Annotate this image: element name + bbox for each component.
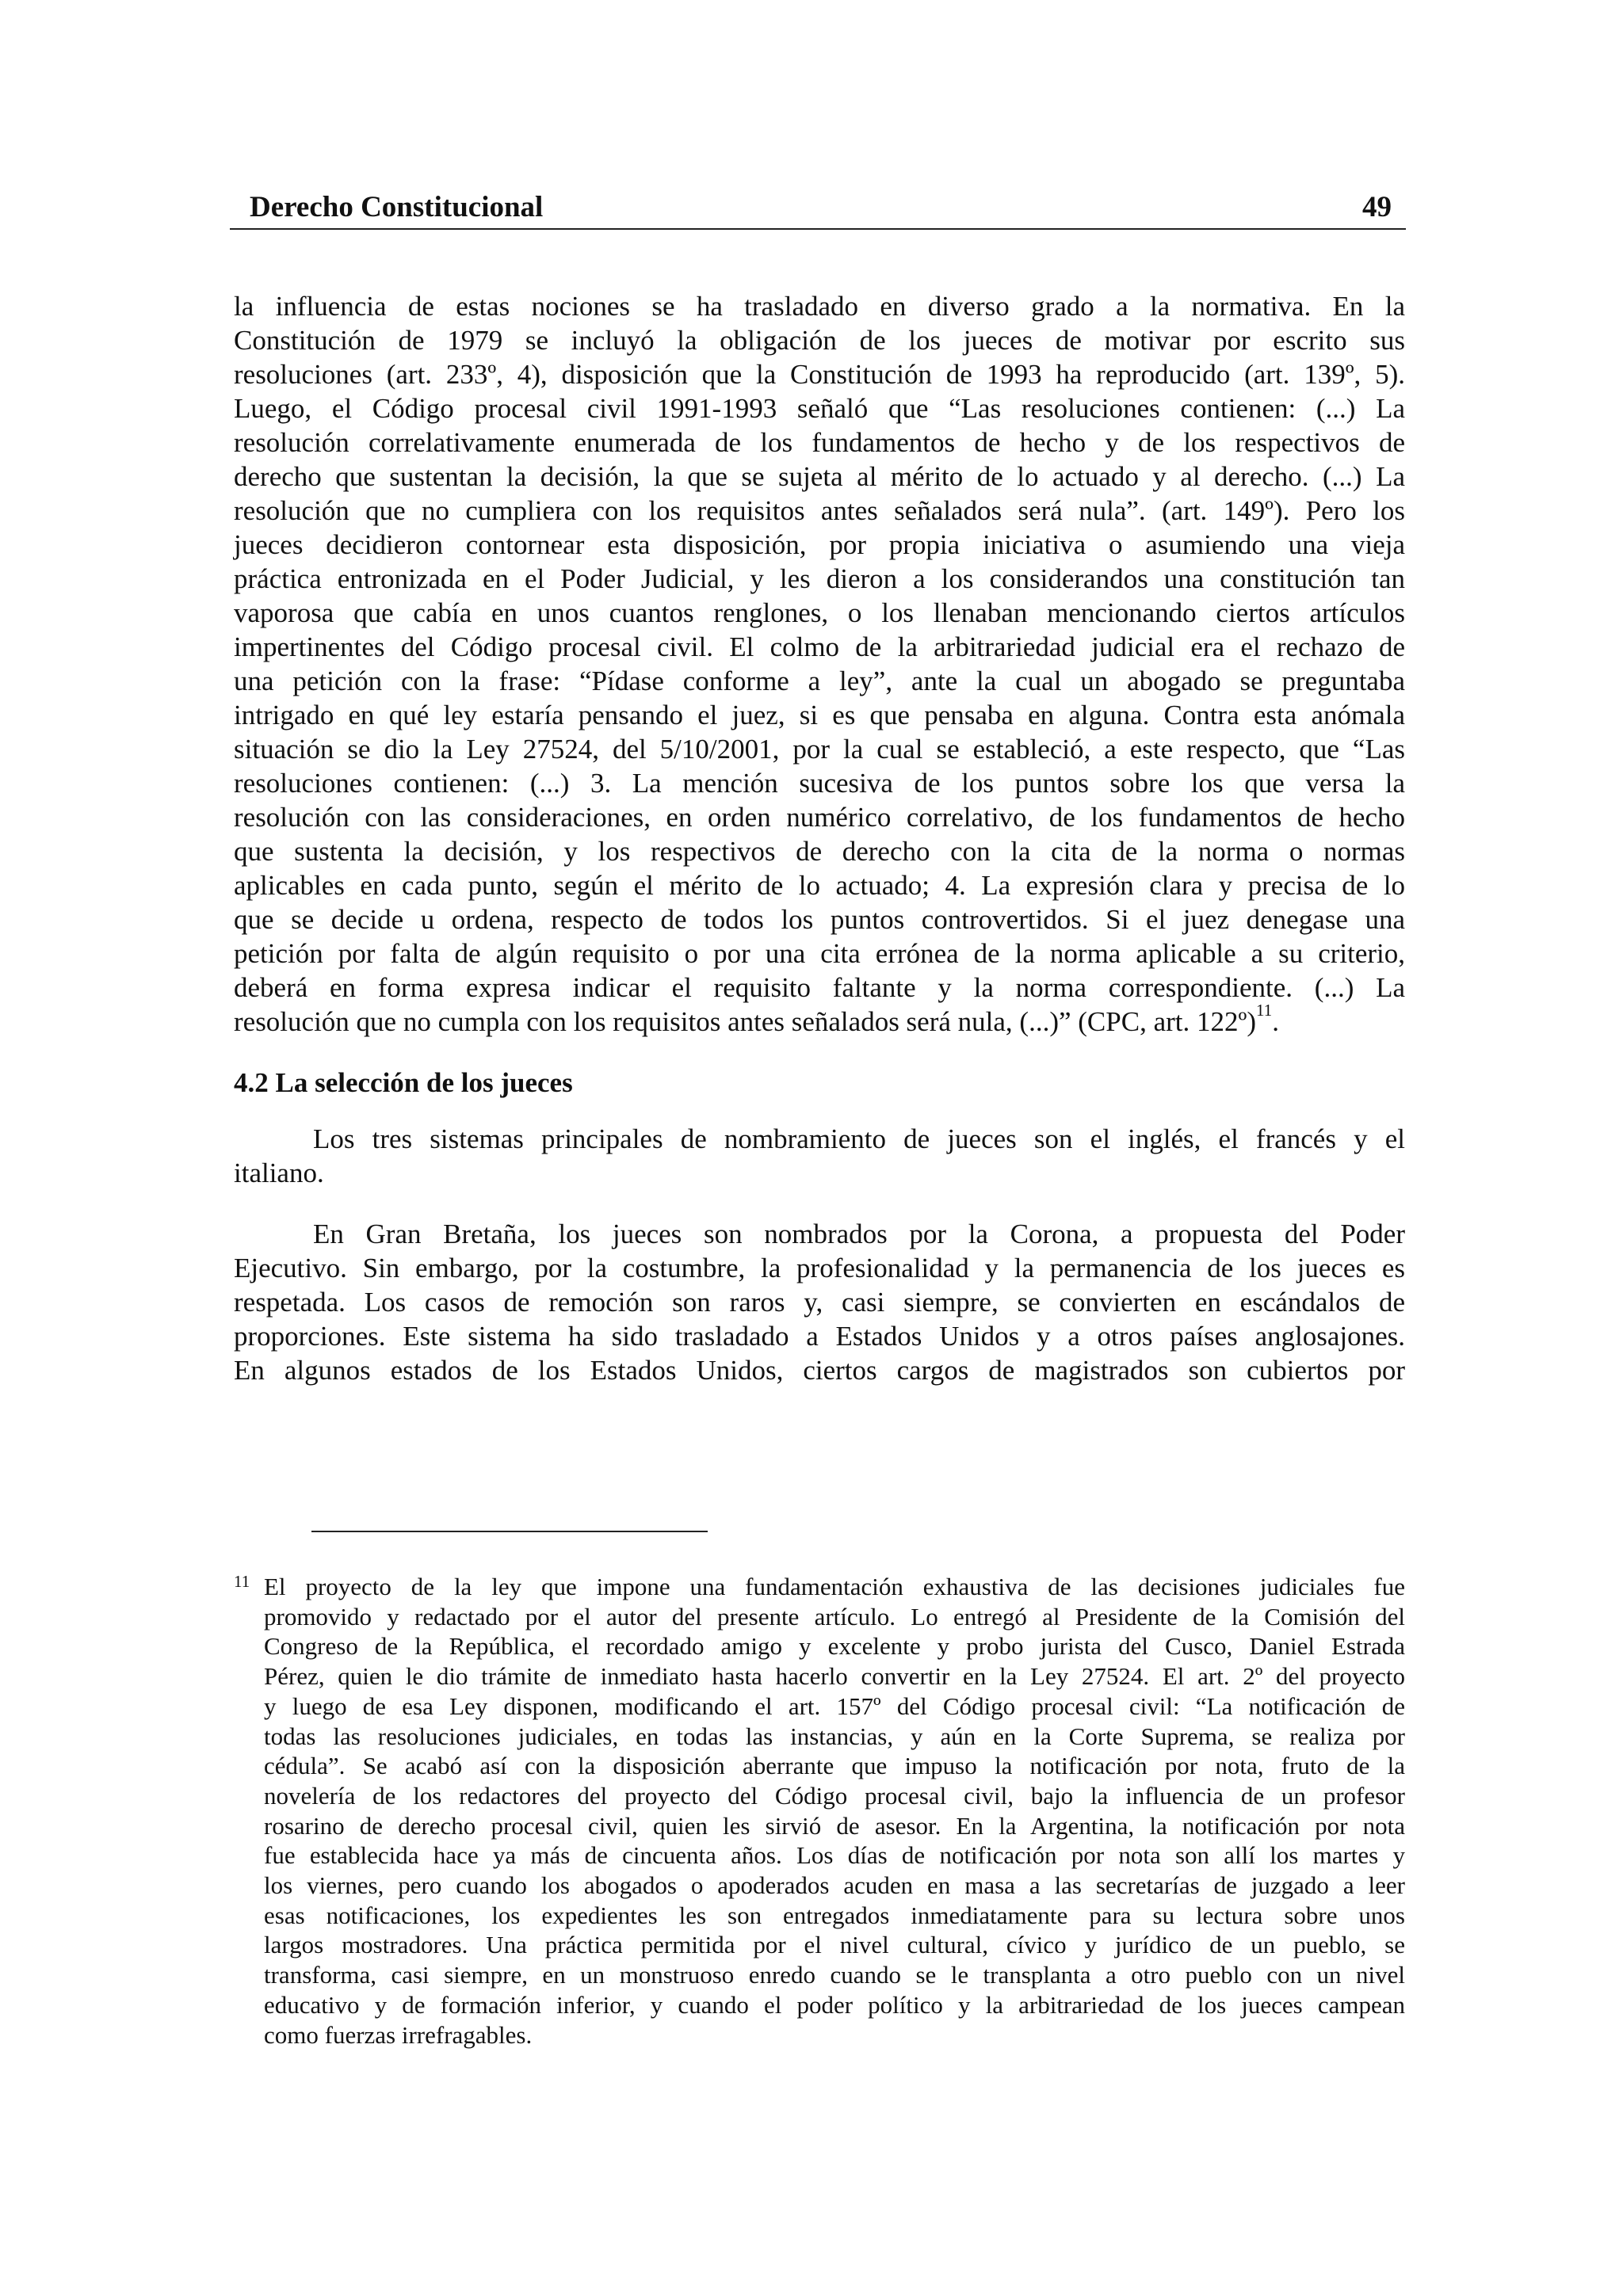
text-line: rosarino de derecho procesal civil, quien les sirvió de asesor. En la Argentina, la notificación por nota xyxy=(264,1811,1405,1840)
text-line: y luego de esa Ley disponen, modificando el art. 157º del Código procesal civil: “La notificación de xyxy=(264,1691,1405,1720)
text-line: situación se dio la Ley 27524, del 5/10/2001, por la cual se estableció, a este respecto, que “Las xyxy=(234,734,1405,765)
text-line: resolución que no cumpliera con los requisitos antes señalados será nula”. (art. 149º). Pero los xyxy=(234,495,1405,526)
text-line: que sustenta la decisión, y los respectivos de derecho con la cita de la norma o normas xyxy=(234,836,1405,867)
footnote-separator xyxy=(311,1531,708,1532)
text-line: transforma, casi siempre, en un monstruoso enredo cuando se le transplanta a otro pueblo con un nivel xyxy=(264,1961,1405,1989)
text-line: Pérez, quien le dio trámite de inmediato hasta hacerlo convertir en la Ley 27524. El art. 2º del proyecto xyxy=(264,1662,1405,1691)
text-line: largos mostradores. Una práctica permitida por el nivel cultural, cívico y jurídico de un pueblo, se xyxy=(264,1931,1405,1959)
text-line: educativo y de formación inferior, y cuando el poder político y la arbitrariedad de los jueces campean xyxy=(264,1990,1405,2019)
text-line: respetada. Los casos de remoción son raros y, casi siempre, se convierten en escándalos de xyxy=(234,1287,1405,1318)
footnote-body xyxy=(264,1572,1405,2050)
text-line: proporciones. Este sistema ha sido trasladado a Estados Unidos y a otros países anglosajones. xyxy=(234,1321,1405,1352)
text-line: En Gran Bretaña, los jueces son nombrados por la Corona, a propuesta del Poder xyxy=(313,1219,1405,1249)
paragraph-gap xyxy=(234,1190,1405,1217)
text-line: resoluciones contienen: (...) 3. La mención sucesiva de los puntos sobre los que versa la xyxy=(234,768,1405,799)
text-line: petición por falta de algún requisito o por una cita errónea de la norma aplicable a su criterio, xyxy=(234,938,1405,969)
text-line: Los tres sistemas principales de nombramiento de jueces son el inglés, el francés y el xyxy=(313,1123,1405,1154)
text-line: derecho que sustentan la decisión, la que se sujeta al mérito de lo actuado y al derecho. (...) La xyxy=(234,461,1405,492)
section-heading: 4.2 La selección de los jueces xyxy=(234,1067,573,1098)
text-line: resolución con las consideraciones, en orden numérico correlativo, de los fundamentos de hecho xyxy=(234,802,1405,833)
running-header xyxy=(230,187,1406,230)
text-line: Congreso de la República, el recordado amigo y excelente y probo jurista del Cusco, Daniel Estrada xyxy=(264,1632,1405,1661)
text-line: práctica entronizada en el Poder Judicial, y les dieron a los considerandos una constitución tan xyxy=(234,563,1405,594)
text-line: novelería de los redactores del proyecto del Código procesal civil, bajo la influencia de un profesor xyxy=(264,1781,1405,1810)
page-number: 49 xyxy=(1362,191,1392,223)
text-line: cédula”. Se acabó así con la disposición aberrante que impuso la notificación por nota, fruto de la xyxy=(264,1752,1405,1780)
text-line: promovido y redactado por el autor del presente artículo. Lo entregó al Presidente de la Comisión del xyxy=(264,1602,1405,1630)
text-line: intrigado en qué ley estaría pensando el juez, si es que pensaba en alguna. Contra esta anómala xyxy=(234,700,1405,730)
book-title: Derecho Constitucional xyxy=(250,191,544,223)
text-line: El proyecto de la ley que impone una fundamentación exhaustiva de las decisiones judiciales fue xyxy=(264,1573,1405,1600)
paragraph-judicial-reasoning xyxy=(234,289,1405,1039)
text-line: todas las resoluciones judiciales, en todas las instancias, y aún en la Corte Suprema, se realiza por xyxy=(264,1722,1405,1750)
text-line: los viernes, pero cuando los abogados o apoderados acuden en masa a las secretarías de juzgado a leer xyxy=(264,1871,1405,1900)
text-line: fue establecida hace ya más de cincuenta años. Los días de notificación por nota son allí los martes y xyxy=(264,1841,1405,1870)
footnote-11 xyxy=(234,1572,1405,2050)
text-line: deberá en forma expresa indicar el requisito faltante y la norma correspondiente. (...) La xyxy=(234,972,1405,1003)
text-line: esas notificaciones, los expedientes les son entregados inmediatamente para su lectura sobre unos xyxy=(264,1901,1405,1929)
text-line: que se decide u ordena, respecto de todos los puntos controvertidos. Si el juez denegase una xyxy=(234,904,1405,935)
body-text xyxy=(234,289,1405,1387)
text-line: la influencia de estas nociones se ha trasladado en diverso grado a la normativa. En la xyxy=(234,291,1405,322)
text-line: impertinentes del Código procesal civil. El colmo de la arbitrariedad judicial era el rechazo de xyxy=(234,631,1405,662)
footnote-mark: 11 xyxy=(234,1572,250,1591)
text-line-end: . xyxy=(1272,1006,1279,1037)
paragraph-great-britain xyxy=(234,1217,1405,1387)
text-line: como fuerzas irrefragables. xyxy=(264,2020,533,2049)
text-line: vaporosa que cabía en unos cuantos renglones, o los llenaban mencionando ciertos artículos xyxy=(234,597,1405,628)
text-line: aplicables en cada punto, según el mérito de lo actuado; 4. La expresión clara y precisa de lo xyxy=(234,870,1405,901)
text-line: Constitución de 1979 se incluyó la obligación de los jueces de motivar por escrito sus xyxy=(234,325,1405,356)
text-line: jueces decidieron contornear esta disposición, por propia iniciativa o asumiendo una vieja xyxy=(234,529,1405,560)
text-line: Ejecutivo. Sin embargo, por la costumbre, la profesionalidad y la permanencia de los jueces es xyxy=(234,1253,1405,1283)
text-line-content: resolución que no cumpla con los requisitos antes señalados será nula, (...)” (CPC, art. 122º) xyxy=(234,1006,1256,1037)
text-line: una petición con la frase: “Pídase conforme a ley”, ante la cual un abogado se preguntaba xyxy=(234,666,1405,696)
text-line: italiano. xyxy=(234,1158,324,1188)
text-line: resoluciones (art. 233º, 4), disposición que la Constitución de 1993 ha reproducido (art. 139º, 5). xyxy=(234,359,1405,390)
footnote-reference[interactable]: 11 xyxy=(1256,1001,1273,1020)
text-line: Luego, el Código procesal civil 1991-1993 señaló que “Las resoluciones contienen: (...) La xyxy=(234,393,1405,424)
paragraph-selection-systems xyxy=(234,1122,1405,1190)
text-line xyxy=(234,1001,1405,1039)
text-line: resolución correlativamente enumerada de los fundamentos de hecho y de los respectivos de xyxy=(234,427,1405,458)
text-line: En algunos estados de los Estados Unidos, ciertos cargos de magistrados son cubiertos por xyxy=(234,1355,1405,1386)
